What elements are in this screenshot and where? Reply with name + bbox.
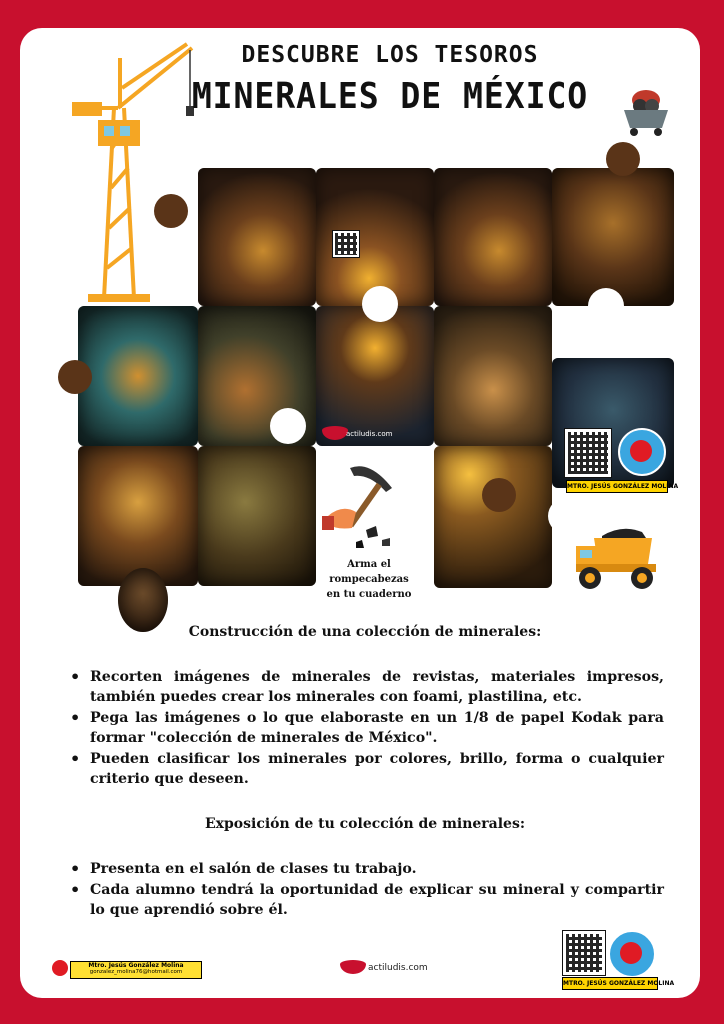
- section1-bullets: [68, 667, 664, 790]
- footer-qr-badge: MTRO. JESÚS GONZÁLEZ MOLINA: [562, 977, 658, 990]
- footer-site: actiludis.com: [368, 963, 428, 973]
- footer-author-name: Mtro. Jesús González Molina: [88, 962, 184, 969]
- apple-icon: [618, 428, 666, 476]
- list-item: • Recorten imágenes de minerales de revistas, materiales impresos, también puedes crear los minerales con foami, plastilina, etc.: [68, 667, 664, 707]
- pickaxe-icon: [322, 458, 402, 550]
- qr-code-icon: [564, 428, 612, 478]
- qr-code-icon: [332, 230, 360, 258]
- puzzle-piece: [198, 168, 316, 306]
- list-item: • Cada alumno tendrá la oportunidad de explicar su mineral y compartir lo que aprendió sobre él.: [68, 880, 664, 920]
- puzzle-piece: [434, 446, 552, 588]
- apple-icon: [52, 960, 68, 976]
- section2-bullets: [68, 859, 664, 921]
- apple-icon: [608, 930, 656, 978]
- puzzle-piece: [78, 446, 198, 586]
- mine-cart-icon: [616, 82, 676, 142]
- puzzle-piece: [118, 568, 168, 632]
- title-line-2: MINERALES DE MÉXICO: [191, 76, 589, 117]
- instruction-line-1: Arma el rompecabezas: [329, 559, 409, 585]
- section2-title: Exposición de tu colección de minerales:: [204, 816, 526, 832]
- puzzle-watermark: actiludis.com: [346, 430, 393, 438]
- dump-truck-icon: [572, 502, 672, 592]
- puzzle-author-badge: MTRO. JESÚS GONZÁLEZ MOLINA: [566, 480, 668, 493]
- qr-code-icon: [562, 930, 606, 976]
- puzzle-piece: [78, 306, 198, 446]
- puzzle-instruction: [310, 557, 428, 602]
- footer-author-badge: [70, 961, 202, 979]
- puzzle-piece: [198, 446, 316, 586]
- instruction-line-2: en tu cuaderno: [326, 589, 412, 600]
- puzzle-piece: [316, 306, 434, 446]
- puzzle-piece: [552, 168, 674, 306]
- section1-title: Construcción de una colección de minerales:: [188, 624, 542, 640]
- footer-author-email: gonzalez_molina76@hotmail.com: [89, 969, 183, 975]
- list-item: • Pega las imágenes o lo que elaboraste en un 1/8 de papel Kodak para formar "colección de minerales de México".: [68, 708, 664, 748]
- puzzle-piece: [434, 306, 552, 446]
- list-item: • Pueden clasificar los minerales por colores, brillo, forma o cualquier criterio que deseen.: [68, 749, 664, 789]
- title-line-1: DESCUBRE LOS TESOROS: [241, 42, 539, 68]
- puzzle-piece: [434, 168, 552, 306]
- puzzle-image: [58, 138, 679, 628]
- list-item: • Presenta en el salón de clases tu trabajo.: [68, 859, 664, 879]
